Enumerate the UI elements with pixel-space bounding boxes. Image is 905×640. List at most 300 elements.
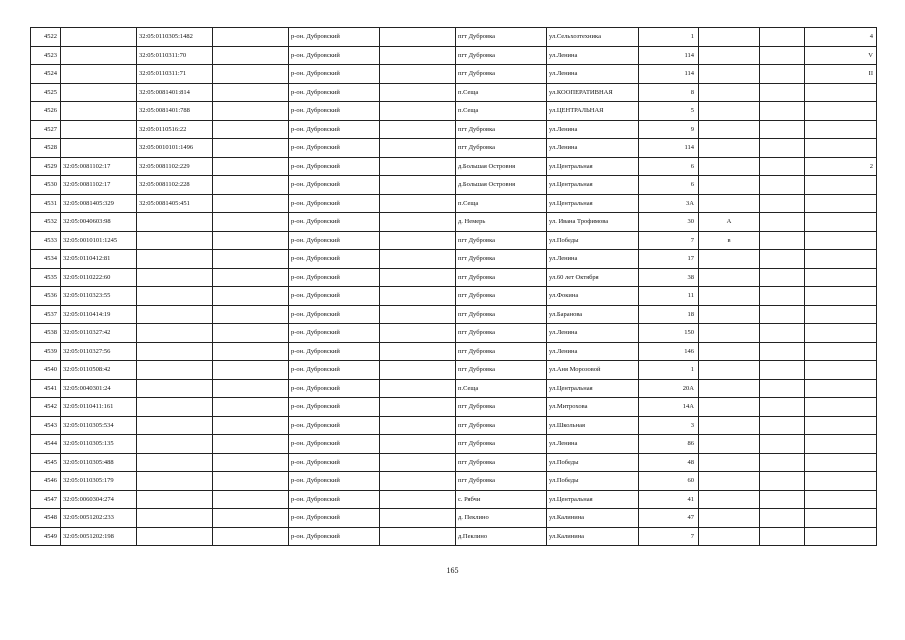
- cadastral-number-parcel: [61, 102, 137, 121]
- locality: д.Большая Островня: [456, 157, 547, 176]
- empty-cell: [213, 139, 289, 158]
- street: ул.Калинина: [547, 509, 639, 528]
- cadastral-number-object: [137, 527, 213, 546]
- cadastral-number-parcel: 32:05:0110323:55: [61, 287, 137, 306]
- locality: пгт Дубровка: [456, 472, 547, 491]
- district: р-он. Дубровский: [289, 509, 380, 528]
- premises-number: [805, 305, 877, 324]
- empty-cell: [213, 435, 289, 454]
- empty-cell: [760, 324, 805, 343]
- empty-cell: [760, 28, 805, 47]
- premises-number: [805, 435, 877, 454]
- empty-cell: [213, 176, 289, 195]
- cadastral-number-parcel: 32:05:0110414:19: [61, 305, 137, 324]
- locality: пгт Дубровка: [456, 268, 547, 287]
- row-number: 4529: [31, 157, 61, 176]
- street: ул.Центральная: [547, 194, 639, 213]
- cadastral-number-object: [137, 268, 213, 287]
- cadastral-number-object: 32:05:0081401:788: [137, 102, 213, 121]
- street: ул.Ленина: [547, 46, 639, 65]
- district: р-он. Дубровский: [289, 213, 380, 232]
- row-number: 4542: [31, 398, 61, 417]
- cadastral-number-object: [137, 250, 213, 269]
- house-letter: [699, 268, 760, 287]
- empty-cell: [380, 65, 456, 84]
- house-letter: [699, 102, 760, 121]
- row-number: 4549: [31, 527, 61, 546]
- street: ул.КООПЕРАТИВНАЯ: [547, 83, 639, 102]
- cadastral-number-object: [137, 490, 213, 509]
- empty-cell: [760, 83, 805, 102]
- district: р-он. Дубровский: [289, 527, 380, 546]
- cadastral-number-object: [137, 472, 213, 491]
- empty-cell: [760, 231, 805, 250]
- cadastral-number-parcel: [61, 46, 137, 65]
- empty-cell: [213, 398, 289, 417]
- premises-number: [805, 176, 877, 195]
- premises-number: [805, 213, 877, 232]
- street: ул.Ленина: [547, 435, 639, 454]
- locality: пгт Дубровка: [456, 305, 547, 324]
- premises-number: [805, 102, 877, 121]
- empty-cell: [380, 176, 456, 195]
- table-row: [31, 65, 877, 84]
- table-row: [31, 398, 877, 417]
- table-row: [31, 472, 877, 491]
- empty-cell: [380, 379, 456, 398]
- empty-cell: [380, 120, 456, 139]
- empty-cell: [380, 46, 456, 65]
- table-row: [31, 120, 877, 139]
- street: ул.Победы: [547, 231, 639, 250]
- cadastral-number-parcel: 32:05:0110327:56: [61, 342, 137, 361]
- empty-cell: [213, 509, 289, 528]
- cadastral-number-parcel: 32:05:0040603:98: [61, 213, 137, 232]
- empty-cell: [213, 268, 289, 287]
- street: ул.Центральная: [547, 176, 639, 195]
- district: р-он. Дубровский: [289, 194, 380, 213]
- premises-number: [805, 416, 877, 435]
- district: р-он. Дубровский: [289, 398, 380, 417]
- house-number: 17: [639, 250, 699, 269]
- table-row: [31, 83, 877, 102]
- empty-cell: [760, 46, 805, 65]
- empty-cell: [213, 490, 289, 509]
- locality: пгт Дубровка: [456, 453, 547, 472]
- house-number: 41: [639, 490, 699, 509]
- table-row: [31, 287, 877, 306]
- cadastral-number-object: 32:05:0010101:1496: [137, 139, 213, 158]
- empty-cell: [380, 361, 456, 380]
- cadastral-number-parcel: 32:05:0110305:135: [61, 435, 137, 454]
- premises-number: [805, 268, 877, 287]
- table-body: [31, 28, 877, 546]
- empty-cell: [213, 342, 289, 361]
- empty-cell: [213, 250, 289, 269]
- table-row: [31, 194, 877, 213]
- street: ул.Центральная: [547, 379, 639, 398]
- empty-cell: [213, 287, 289, 306]
- cadastral-number-object: [137, 398, 213, 417]
- locality: пгт Дубровка: [456, 416, 547, 435]
- house-letter: [699, 250, 760, 269]
- table-row: [31, 102, 877, 121]
- cadastral-number-parcel: 32:05:0110412:81: [61, 250, 137, 269]
- empty-cell: [760, 361, 805, 380]
- table-row: [31, 324, 877, 343]
- empty-cell: [760, 472, 805, 491]
- house-number: 9: [639, 120, 699, 139]
- cadastral-number-object: 32:05:0081102:229: [137, 157, 213, 176]
- cadastral-number-parcel: [61, 65, 137, 84]
- house-number: 30: [639, 213, 699, 232]
- empty-cell: [380, 287, 456, 306]
- street: ул.Сельхозтехника: [547, 28, 639, 47]
- row-number: 4536: [31, 287, 61, 306]
- premises-number: [805, 231, 877, 250]
- house-number: 150: [639, 324, 699, 343]
- cadastral-number-parcel: 32:05:0051202:198: [61, 527, 137, 546]
- empty-cell: [380, 139, 456, 158]
- house-letter: [699, 509, 760, 528]
- house-number: 38: [639, 268, 699, 287]
- house-letter: [699, 139, 760, 158]
- empty-cell: [760, 139, 805, 158]
- empty-cell: [380, 453, 456, 472]
- locality: п.Сеща: [456, 102, 547, 121]
- house-number: 3: [639, 416, 699, 435]
- premises-number: 4: [805, 28, 877, 47]
- empty-cell: [380, 472, 456, 491]
- house-letter: [699, 379, 760, 398]
- empty-cell: [760, 120, 805, 139]
- cadastral-number-parcel: [61, 83, 137, 102]
- empty-cell: [213, 361, 289, 380]
- cadastral-number-object: [137, 231, 213, 250]
- row-number: 4531: [31, 194, 61, 213]
- locality: п.Сеща: [456, 194, 547, 213]
- row-number: 4538: [31, 324, 61, 343]
- street: ул.Митрохова: [547, 398, 639, 417]
- district: р-он. Дубровский: [289, 231, 380, 250]
- street: ул.Ленина: [547, 324, 639, 343]
- registry-table: [30, 27, 877, 546]
- house-letter: [699, 28, 760, 47]
- district: р-он. Дубровский: [289, 102, 380, 121]
- row-number: 4527: [31, 120, 61, 139]
- locality: пгт Дубровка: [456, 250, 547, 269]
- district: р-он. Дубровский: [289, 46, 380, 65]
- empty-cell: [760, 490, 805, 509]
- district: р-он. Дубровский: [289, 65, 380, 84]
- empty-cell: [380, 305, 456, 324]
- house-letter: [699, 120, 760, 139]
- empty-cell: [213, 28, 289, 47]
- cadastral-number-object: 32:05:0110516:22: [137, 120, 213, 139]
- house-letter: [699, 287, 760, 306]
- empty-cell: [380, 268, 456, 287]
- empty-cell: [213, 213, 289, 232]
- cadastral-number-object: [137, 509, 213, 528]
- table-row: [31, 416, 877, 435]
- empty-cell: [213, 231, 289, 250]
- locality: пгт Дубровка: [456, 65, 547, 84]
- row-number: 4545: [31, 453, 61, 472]
- empty-cell: [760, 102, 805, 121]
- empty-cell: [380, 342, 456, 361]
- row-number: 4546: [31, 472, 61, 491]
- premises-number: [805, 453, 877, 472]
- empty-cell: [380, 490, 456, 509]
- street: ул.Ленина: [547, 65, 639, 84]
- cadastral-number-object: [137, 324, 213, 343]
- cadastral-number-parcel: 32:05:0081102:17: [61, 157, 137, 176]
- house-number: 18: [639, 305, 699, 324]
- locality: пгт Дубровка: [456, 287, 547, 306]
- premises-number: [805, 527, 877, 546]
- premises-number: [805, 342, 877, 361]
- house-letter: [699, 435, 760, 454]
- locality: п.Сеща: [456, 83, 547, 102]
- empty-cell: [760, 527, 805, 546]
- row-number: 4530: [31, 176, 61, 195]
- locality: д.Пеклино: [456, 527, 547, 546]
- cadastral-number-object: [137, 379, 213, 398]
- cadastral-number-parcel: 32:05:0040301:24: [61, 379, 137, 398]
- premises-number: [805, 398, 877, 417]
- locality: пгт Дубровка: [456, 361, 547, 380]
- empty-cell: [760, 509, 805, 528]
- row-number: 4523: [31, 46, 61, 65]
- house-letter: А: [699, 213, 760, 232]
- locality: пгт Дубровка: [456, 324, 547, 343]
- house-number: 60: [639, 472, 699, 491]
- district: р-он. Дубровский: [289, 324, 380, 343]
- locality: пгт Дубровка: [456, 28, 547, 47]
- cadastral-number-object: 32:05:0081405:451: [137, 194, 213, 213]
- table-row: [31, 176, 877, 195]
- empty-cell: [213, 379, 289, 398]
- house-letter: [699, 194, 760, 213]
- table-row: [31, 453, 877, 472]
- empty-cell: [760, 250, 805, 269]
- table-row: [31, 250, 877, 269]
- street: ул.Ленина: [547, 120, 639, 139]
- empty-cell: [213, 305, 289, 324]
- cadastral-number-parcel: 32:05:0110327:42: [61, 324, 137, 343]
- house-letter: [699, 416, 760, 435]
- row-number: 4528: [31, 139, 61, 158]
- empty-cell: [380, 213, 456, 232]
- cadastral-number-parcel: 32:05:0110222:60: [61, 268, 137, 287]
- empty-cell: [380, 194, 456, 213]
- locality: пгт Дубровка: [456, 398, 547, 417]
- empty-cell: [760, 435, 805, 454]
- table-row: [31, 46, 877, 65]
- street: ул.Центральная: [547, 157, 639, 176]
- empty-cell: [760, 398, 805, 417]
- house-letter: [699, 490, 760, 509]
- row-number: 4535: [31, 268, 61, 287]
- district: р-он. Дубровский: [289, 490, 380, 509]
- house-number: 6: [639, 157, 699, 176]
- district: р-он. Дубровский: [289, 435, 380, 454]
- empty-cell: [760, 65, 805, 84]
- locality: д. Пеклино: [456, 509, 547, 528]
- house-number: 1: [639, 28, 699, 47]
- empty-cell: [760, 453, 805, 472]
- cadastral-number-parcel: [61, 120, 137, 139]
- district: р-он. Дубровский: [289, 472, 380, 491]
- street: ул.Школьная: [547, 416, 639, 435]
- street: ул.ЦЕНТРАЛЬНАЯ: [547, 102, 639, 121]
- cadastral-number-object: 32:05:0110311:70: [137, 46, 213, 65]
- row-number: 4522: [31, 28, 61, 47]
- locality: пгт Дубровка: [456, 46, 547, 65]
- empty-cell: [213, 102, 289, 121]
- street: ул.Ленина: [547, 250, 639, 269]
- locality: с. Рябчи: [456, 490, 547, 509]
- premises-number: [805, 120, 877, 139]
- locality: д. Немерь: [456, 213, 547, 232]
- page-number: 165: [446, 566, 459, 575]
- table-row: [31, 305, 877, 324]
- district: р-он. Дубровский: [289, 342, 380, 361]
- house-number: 114: [639, 65, 699, 84]
- cadastral-number-parcel: 32:05:0110411:161: [61, 398, 137, 417]
- premises-number: [805, 194, 877, 213]
- empty-cell: [760, 342, 805, 361]
- row-number: 4540: [31, 361, 61, 380]
- cadastral-number-object: [137, 305, 213, 324]
- house-number: 7: [639, 527, 699, 546]
- house-letter: [699, 305, 760, 324]
- cadastral-number-parcel: [61, 139, 137, 158]
- row-number: 4541: [31, 379, 61, 398]
- premises-number: [805, 472, 877, 491]
- table-row: [31, 231, 877, 250]
- premises-number: II: [805, 65, 877, 84]
- house-number: 48: [639, 453, 699, 472]
- cadastral-number-object: [137, 361, 213, 380]
- empty-cell: [213, 416, 289, 435]
- district: р-он. Дубровский: [289, 453, 380, 472]
- house-letter: [699, 324, 760, 343]
- street: ул.Аня Морозовой: [547, 361, 639, 380]
- premises-number: [805, 361, 877, 380]
- empty-cell: [213, 65, 289, 84]
- table-row: [31, 361, 877, 380]
- district: р-он. Дубровский: [289, 305, 380, 324]
- row-number: 4544: [31, 435, 61, 454]
- row-number: 4548: [31, 509, 61, 528]
- district: р-он. Дубровский: [289, 361, 380, 380]
- premises-number: [805, 83, 877, 102]
- street: ул.Победы: [547, 472, 639, 491]
- empty-cell: [760, 287, 805, 306]
- cadastral-number-object: 32:05:0081102:228: [137, 176, 213, 195]
- cadastral-number-parcel: 32:05:0081102:17: [61, 176, 137, 195]
- empty-cell: [760, 176, 805, 195]
- district: р-он. Дубровский: [289, 139, 380, 158]
- premises-number: [805, 324, 877, 343]
- row-number: 4543: [31, 416, 61, 435]
- empty-cell: [380, 435, 456, 454]
- empty-cell: [760, 305, 805, 324]
- house-letter: [699, 46, 760, 65]
- premises-number: [805, 287, 877, 306]
- locality: п.Сеща: [456, 379, 547, 398]
- house-number: 5: [639, 102, 699, 121]
- district: р-он. Дубровский: [289, 268, 380, 287]
- cadastral-number-object: [137, 416, 213, 435]
- house-letter: [699, 65, 760, 84]
- house-number: 6: [639, 176, 699, 195]
- street: ул.Фокина: [547, 287, 639, 306]
- row-number: 4524: [31, 65, 61, 84]
- cadastral-number-parcel: 32:05:0110305:179: [61, 472, 137, 491]
- house-number: 20А: [639, 379, 699, 398]
- house-letter: [699, 361, 760, 380]
- premises-number: [805, 139, 877, 158]
- empty-cell: [213, 46, 289, 65]
- row-number: 4532: [31, 213, 61, 232]
- district: р-он. Дубровский: [289, 120, 380, 139]
- table-row: [31, 139, 877, 158]
- table-row: [31, 490, 877, 509]
- locality: пгт Дубровка: [456, 120, 547, 139]
- empty-cell: [380, 157, 456, 176]
- house-letter: [699, 453, 760, 472]
- locality: д.Большая Островня: [456, 176, 547, 195]
- empty-cell: [760, 268, 805, 287]
- premises-number: [805, 250, 877, 269]
- cadastral-number-parcel: 32:05:0110305:488: [61, 453, 137, 472]
- premises-number: V: [805, 46, 877, 65]
- house-number: 146: [639, 342, 699, 361]
- house-letter: [699, 472, 760, 491]
- cadastral-number-parcel: 32:05:0110508:42: [61, 361, 137, 380]
- cadastral-number-object: [137, 287, 213, 306]
- house-letter: в: [699, 231, 760, 250]
- cadastral-number-parcel: [61, 28, 137, 47]
- house-number: 7: [639, 231, 699, 250]
- empty-cell: [760, 416, 805, 435]
- house-number: 11: [639, 287, 699, 306]
- premises-number: [805, 379, 877, 398]
- house-number: 3А: [639, 194, 699, 213]
- locality: пгт Дубровка: [456, 231, 547, 250]
- street: ул.60 лет Октября: [547, 268, 639, 287]
- district: р-он. Дубровский: [289, 157, 380, 176]
- empty-cell: [213, 472, 289, 491]
- district: р-он. Дубровский: [289, 250, 380, 269]
- street: ул. Ивана Трофимова: [547, 213, 639, 232]
- house-number: 1: [639, 361, 699, 380]
- cadastral-number-object: [137, 435, 213, 454]
- district: р-он. Дубровский: [289, 83, 380, 102]
- house-number: 114: [639, 139, 699, 158]
- district: р-он. Дубровский: [289, 287, 380, 306]
- cadastral-number-parcel: 32:05:0081405:329: [61, 194, 137, 213]
- district: р-он. Дубровский: [289, 416, 380, 435]
- street: ул.Ленина: [547, 139, 639, 158]
- empty-cell: [380, 102, 456, 121]
- house-letter: [699, 157, 760, 176]
- district: р-он. Дубровский: [289, 379, 380, 398]
- empty-cell: [213, 83, 289, 102]
- cadastral-number-object: [137, 213, 213, 232]
